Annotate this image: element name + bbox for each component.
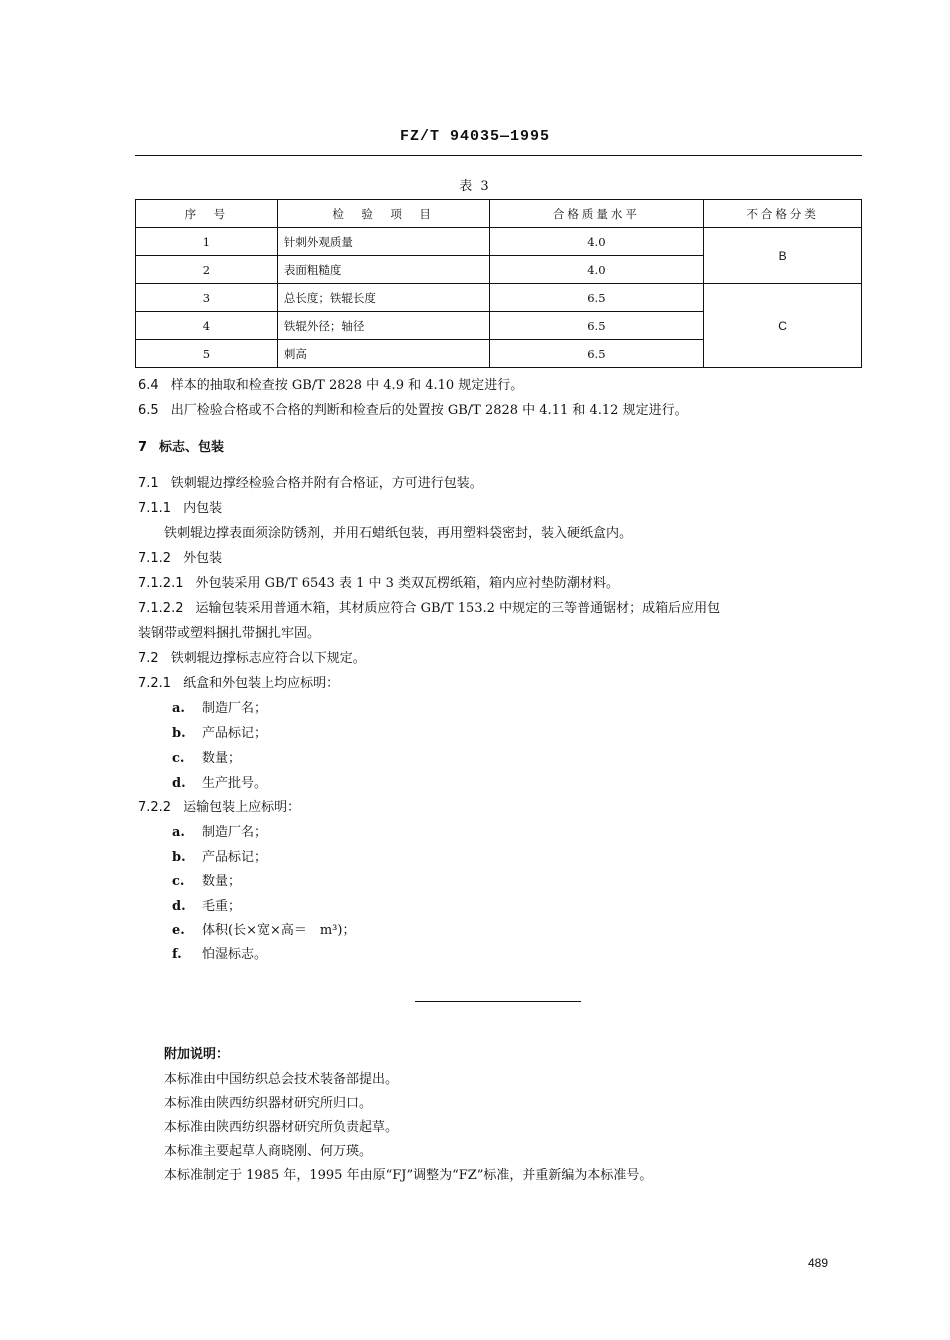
- list-item: [172, 873, 241, 891]
- table-header-row: [136, 200, 862, 228]
- notes-line: 本标准主要起草人商晓刚、何万瑛。: [164, 1144, 373, 1159]
- column-header-aql: 合格质量水平: [489, 200, 704, 228]
- section-number: 7: [138, 440, 148, 455]
- list-letter: b.: [172, 850, 186, 865]
- cell-no: 5: [136, 340, 278, 368]
- clause-text: 外包装采用 GB/T 6543 表 1 中 3 类双瓦楞纸箱，箱内应衬垫防潮材料。: [195, 576, 620, 591]
- clause-text: 纸盒和外包装上均应标明：: [183, 676, 340, 691]
- list-text: 产品标记；: [202, 726, 268, 741]
- clause-6-4: [138, 377, 523, 395]
- list-letter: b.: [172, 726, 186, 741]
- list-item: [172, 922, 355, 940]
- cell-aql: 4.0: [489, 256, 704, 284]
- clause-7-1-2-1: [138, 575, 619, 593]
- list-text: 生产批号。: [202, 776, 268, 791]
- cell-no: 4: [136, 312, 278, 340]
- list-item: [172, 775, 267, 793]
- notes-title: 附加说明：: [164, 1047, 230, 1062]
- list-item: [172, 824, 267, 842]
- cell-item: 总长度；铁辊长度: [277, 284, 489, 312]
- table-row: [136, 284, 862, 312]
- list-text: 怕湿标志。: [202, 947, 268, 962]
- quality-table: [135, 199, 862, 368]
- page-number: 489: [808, 1256, 829, 1270]
- notes-line: 本标准由陕西纺织器材研究所负责起草。: [164, 1120, 399, 1135]
- cell-item: 针刺外观质量: [277, 228, 489, 256]
- clause-number: 7.1.2.2: [138, 601, 184, 616]
- list-letter: c.: [172, 874, 185, 889]
- clause-text: 运输包装采用普通木箱，其材质应符合 GB/T 153.2 中规定的三等普通锯材；成箱后应用包: [195, 601, 721, 616]
- clause-text: 样本的抽取和检查按 GB/T 2828 中 4.9 和 4.10 规定进行。: [170, 378, 524, 393]
- list-letter: e.: [172, 923, 185, 938]
- clause-number: 7.2: [138, 651, 159, 666]
- clause-number: 7.1.2: [138, 551, 172, 566]
- list-letter: a.: [172, 825, 185, 840]
- cell-class-b: B: [704, 228, 862, 284]
- list-item: [172, 700, 267, 718]
- list-text: 制造厂名；: [202, 701, 268, 716]
- cell-no: 1: [136, 228, 278, 256]
- table-row: [136, 228, 862, 256]
- list-letter: c.: [172, 751, 185, 766]
- list-letter: f.: [172, 947, 182, 962]
- clause-number: 7.1: [138, 476, 159, 491]
- clause-text: 出厂检验合格或不合格的判断和检查后的处置按 GB/T 2828 中 4.11 和 4.12 规定进行。: [170, 403, 688, 418]
- clause-text: 内包装: [183, 501, 223, 516]
- cell-item: 刺高: [277, 340, 489, 368]
- list-item: [172, 946, 267, 964]
- list-letter: a.: [172, 701, 185, 716]
- clause-7-1: [138, 475, 483, 493]
- clause-7-2-2: [138, 799, 300, 817]
- clause-7-1-1: [138, 500, 222, 518]
- clause-number: 7.2.2: [138, 800, 172, 815]
- cell-item: 铁辊外径；轴径: [277, 312, 489, 340]
- section-title: 标志、包装: [159, 440, 225, 455]
- column-header-class: 不合格分类: [704, 200, 862, 228]
- clause-7-2-1: [138, 675, 339, 693]
- standard-code-header: FZ/T 94035—1995: [399, 128, 551, 145]
- column-header-item: 检 验 项 目: [277, 200, 489, 228]
- cell-aql: 6.5: [489, 312, 704, 340]
- list-letter: d.: [172, 899, 186, 914]
- list-text: 制造厂名；: [202, 825, 268, 840]
- table-caption: 表 3: [459, 179, 491, 194]
- clause-number: 7.1.2.1: [138, 576, 184, 591]
- list-text: 数量；: [202, 874, 242, 889]
- clause-number: 7.2.1: [138, 676, 172, 691]
- clause-text: 铁刺辊边撑经检验合格并附有合格证，方可进行包装。: [170, 476, 483, 491]
- list-item: [172, 849, 267, 867]
- notes-line: 本标准由陕西纺织器材研究所归口。: [164, 1096, 373, 1111]
- cell-class-c: C: [704, 284, 862, 368]
- cell-aql: 6.5: [489, 284, 704, 312]
- clause-text: 外包装: [183, 551, 223, 566]
- list-item: [172, 750, 241, 768]
- clause-number: 6.5: [138, 403, 159, 418]
- clause-7-1-2-2: [138, 600, 720, 618]
- notes-line: 本标准由中国纺织总会技术装备部提出。: [164, 1072, 399, 1087]
- list-letter: d.: [172, 776, 186, 791]
- cell-item: 表面粗糙度: [277, 256, 489, 284]
- list-item: [172, 898, 241, 916]
- cell-no: 3: [136, 284, 278, 312]
- clause-number: 7.1.1: [138, 501, 172, 516]
- list-item: [172, 725, 267, 743]
- cell-aql: 4.0: [489, 228, 704, 256]
- list-text: 产品标记；: [202, 850, 268, 865]
- cell-aql: 6.5: [489, 340, 704, 368]
- clause-6-5: [138, 402, 688, 420]
- list-text: 数量；: [202, 751, 242, 766]
- clause-7-1-1-body: 铁刺辊边撑表面须涂防锈剂，并用石蜡纸包装，再用塑料袋密封，装入硬纸盒内。: [164, 526, 633, 541]
- header-rule: [135, 155, 862, 156]
- clause-text: 铁刺辊边撑标志应符合以下规定。: [170, 651, 366, 666]
- clause-7-1-2-2-continued: 装钢带或塑料捆扎带捆扎牢固。: [138, 626, 321, 641]
- clause-7-1-2: [138, 550, 222, 568]
- list-text: 毛重；: [202, 899, 242, 914]
- list-text: 体积(长×宽×高＝ m³)；: [202, 923, 356, 938]
- end-rule: [415, 1001, 581, 1002]
- column-header-no: 序 号: [136, 200, 278, 228]
- clause-7-2: [138, 650, 366, 668]
- clause-text: 运输包装上应标明：: [183, 800, 301, 815]
- section-7-heading: [138, 439, 224, 457]
- notes-line: 本标准制定于 1985 年，1995 年由原“FJ”调整为“FZ”标准，并重新编为本标准号。: [164, 1168, 653, 1183]
- cell-no: 2: [136, 256, 278, 284]
- clause-number: 6.4: [138, 378, 159, 393]
